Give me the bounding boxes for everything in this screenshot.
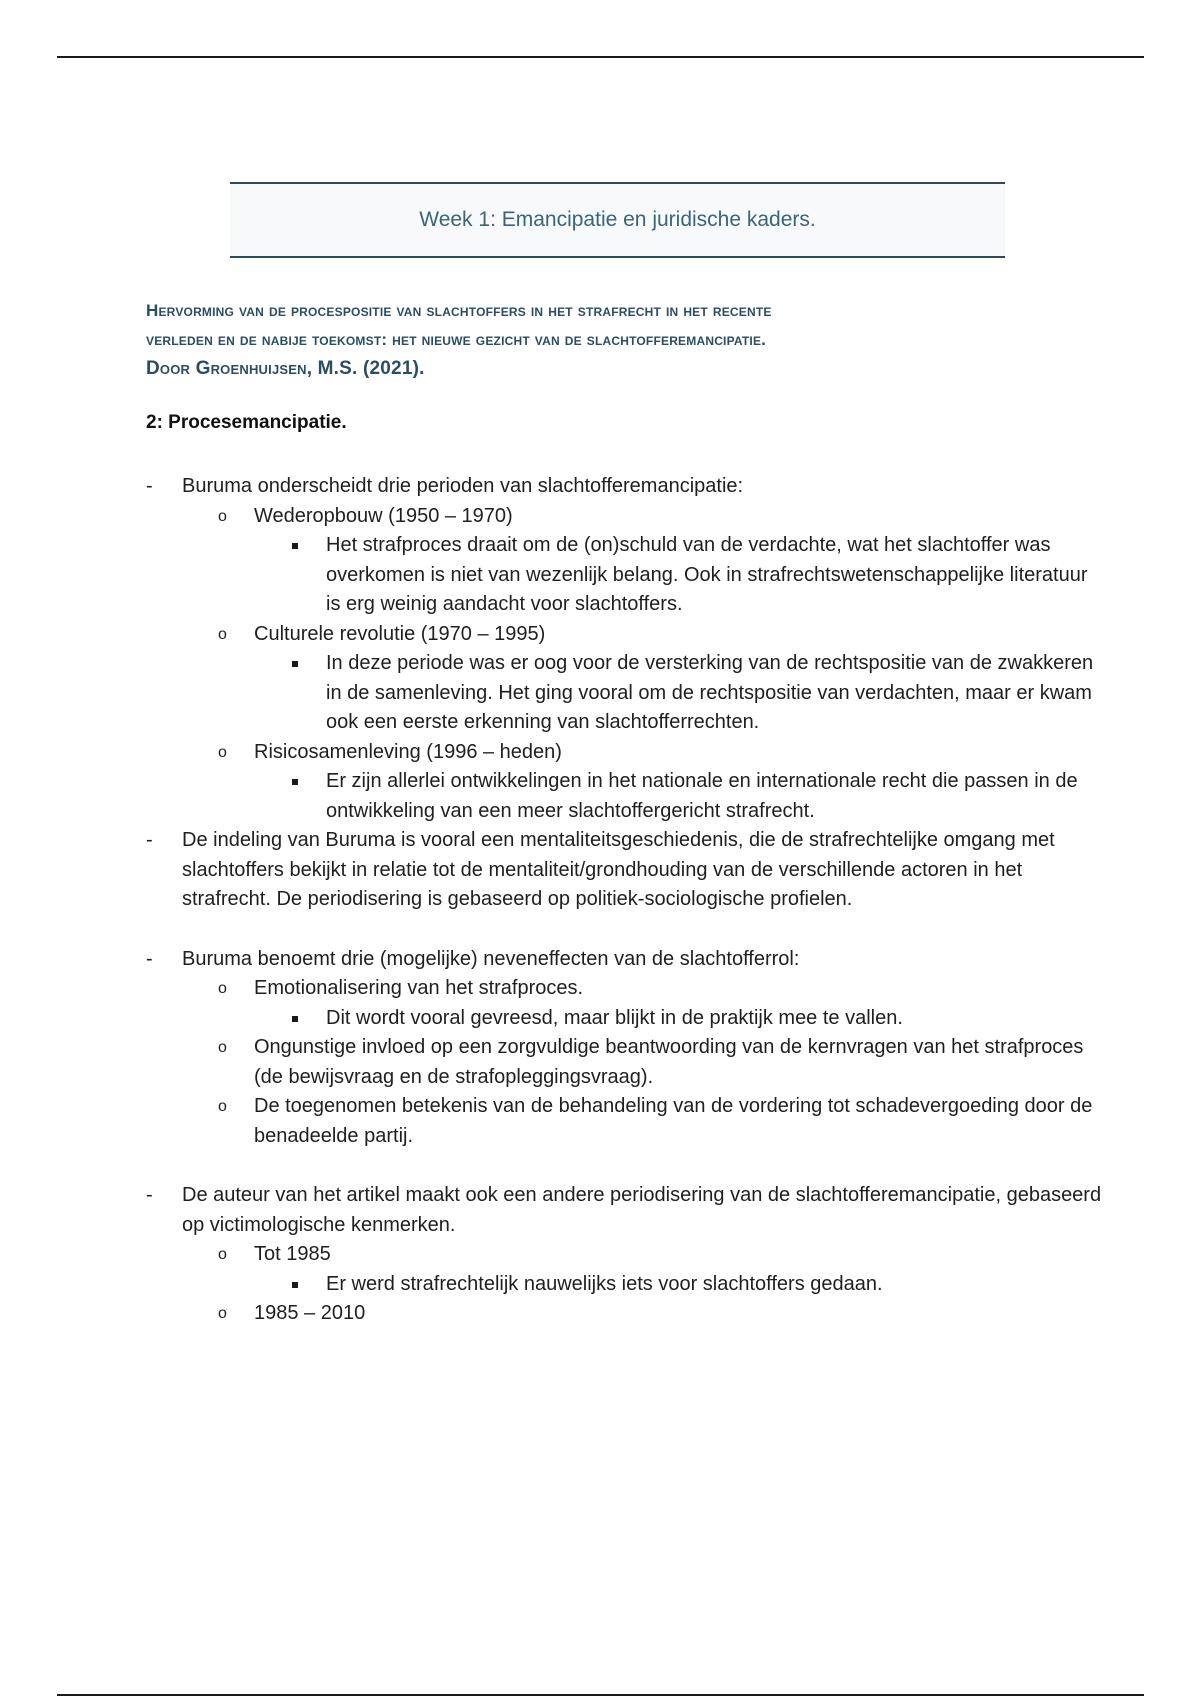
dash-marker: - [146,1184,153,1206]
detail-list-item-text: Het strafproces draait om de (on)schuld van de verdachte, wat het slachtoffer was overkomen is niet van wezenlijk belang. Ook in strafrechtswetenschappelijke literatuur is erg weinig aandacht voor slachtoffers. [326,534,1088,615]
sub-list-item [218,502,1106,532]
spacer [146,1151,1106,1181]
dash-marker: - [146,947,153,970]
list-item [146,1181,1106,1240]
article-heading [146,296,1106,383]
week-title: Week 1: Emancipatie en juridische kaders. [419,208,816,231]
dash-marker: - [146,475,153,497]
detail-list-item-text: Er zijn allerlei ontwikkelingen in het nationale en internationale recht die passen in de ontwikkeling van een meer slachtoffergericht strafrecht. [326,770,1078,822]
sub-list-item [218,738,1106,768]
page-bottom-rule [57,1694,1144,1696]
square-bullet-icon [292,661,298,667]
detail-list-item [290,1004,1106,1034]
sub-list-item-text: Culturele revolutie (1970 – 1995) [254,622,546,645]
list-item [146,945,1106,975]
page-top-rule [57,56,1144,58]
sub-list-item [218,1092,1106,1151]
circle-marker: o [218,1246,227,1263]
article-title-line-2: verleden en de nabije toekomst: het nieuwe gezicht van de slachtofferemancipatie. [146,330,767,349]
spacer [146,915,1106,945]
square-bullet-icon [292,1282,298,1288]
circle-marker: o [218,980,227,997]
sub-list-item-text: Emotionalisering van het strafproces. [254,977,584,999]
square-bullet-icon [292,1016,298,1022]
sub-list-item-text: 1985 – 2010 [254,1302,366,1324]
circle-marker: o [218,625,227,643]
circle-marker: o [218,1305,227,1322]
detail-list-item-text: In deze periode was er oog voor de versterking van de rechtspositie van de zwakkeren in de samenleving. Het ging vooral om de rechtspositie van verdachten, maar er kwam ook een eerste erkenning van slachtofferrechten. [326,652,1094,733]
article-author: Door Groenhuijsen, M.S. (2021). [146,358,425,379]
circle-marker: o [218,507,227,525]
square-bullet-icon [292,543,298,549]
sub-list-item [218,1033,1106,1092]
week-header-box [230,182,1005,258]
sub-list-item-text: Tot 1985 [254,1243,331,1265]
sub-list-item [218,974,1106,1004]
detail-list-item [290,767,1106,826]
detail-list-item [290,649,1106,738]
list-item [146,472,1106,502]
circle-marker: o [218,1098,227,1115]
sub-list-item-text: De toegenomen betekenis van de behandeling van de vordering tot schadevergoeding door de benadeelde partij. [254,1095,1093,1147]
list-item-text: Buruma onderscheidt drie perioden van slachtofferemancipatie: [182,475,744,497]
square-bullet-icon [292,779,298,785]
list-item-text: De indeling van Buruma is vooral een mentaliteitsgeschiedenis, die de strafrechtelijke omgang met slachtoffers bekijkt in relatie tot de mentaliteit/grondhouding van de verschillende actoren in het strafrecht. De periodisering is gebaseerd op politiek-sociologische profielen. [182,829,1055,910]
sub-list-item [218,620,1106,650]
detail-list-item-text: Dit wordt vooral gevreesd, maar blijkt in de praktijk mee te vallen. [326,1006,903,1029]
list-item-text: De auteur van het artikel maakt ook een andere periodisering van de slachtofferemancipatie, gebaseerd op victimologische kenmerken. [182,1184,1102,1236]
notes-content [146,472,1106,1329]
sub-list-item-text: Risicosamenleving (1996 – heden) [254,740,562,763]
circle-marker: o [218,743,227,761]
article-title-line-1: Hervorming van de procespositie van slachtoffers in het strafrecht in het recente [146,301,772,320]
list-item-text: Buruma benoemt drie (mogelijke) neveneffecten van de slachtofferrol: [182,947,800,970]
circle-marker: o [218,1039,227,1056]
detail-list-item [290,1270,1106,1300]
sub-list-item [218,1240,1106,1270]
sub-list-item [218,1299,1106,1329]
dash-marker: - [146,829,153,851]
detail-list-item-text: Er werd strafrechtelijk nauwelijks iets voor slachtoffers gedaan. [326,1272,883,1295]
list-item [146,826,1106,915]
sub-list-item-text: Ongunstige invloed op een zorgvuldige beantwoording van de kernvragen van het strafproces (de bewijsvraag en de strafopleggingsvraag). [254,1036,1084,1088]
section-title: 2: Procesemancipatie. [146,412,347,433]
detail-list-item [290,531,1106,620]
sub-list-item-text: Wederopbouw (1950 – 1970) [254,504,513,527]
